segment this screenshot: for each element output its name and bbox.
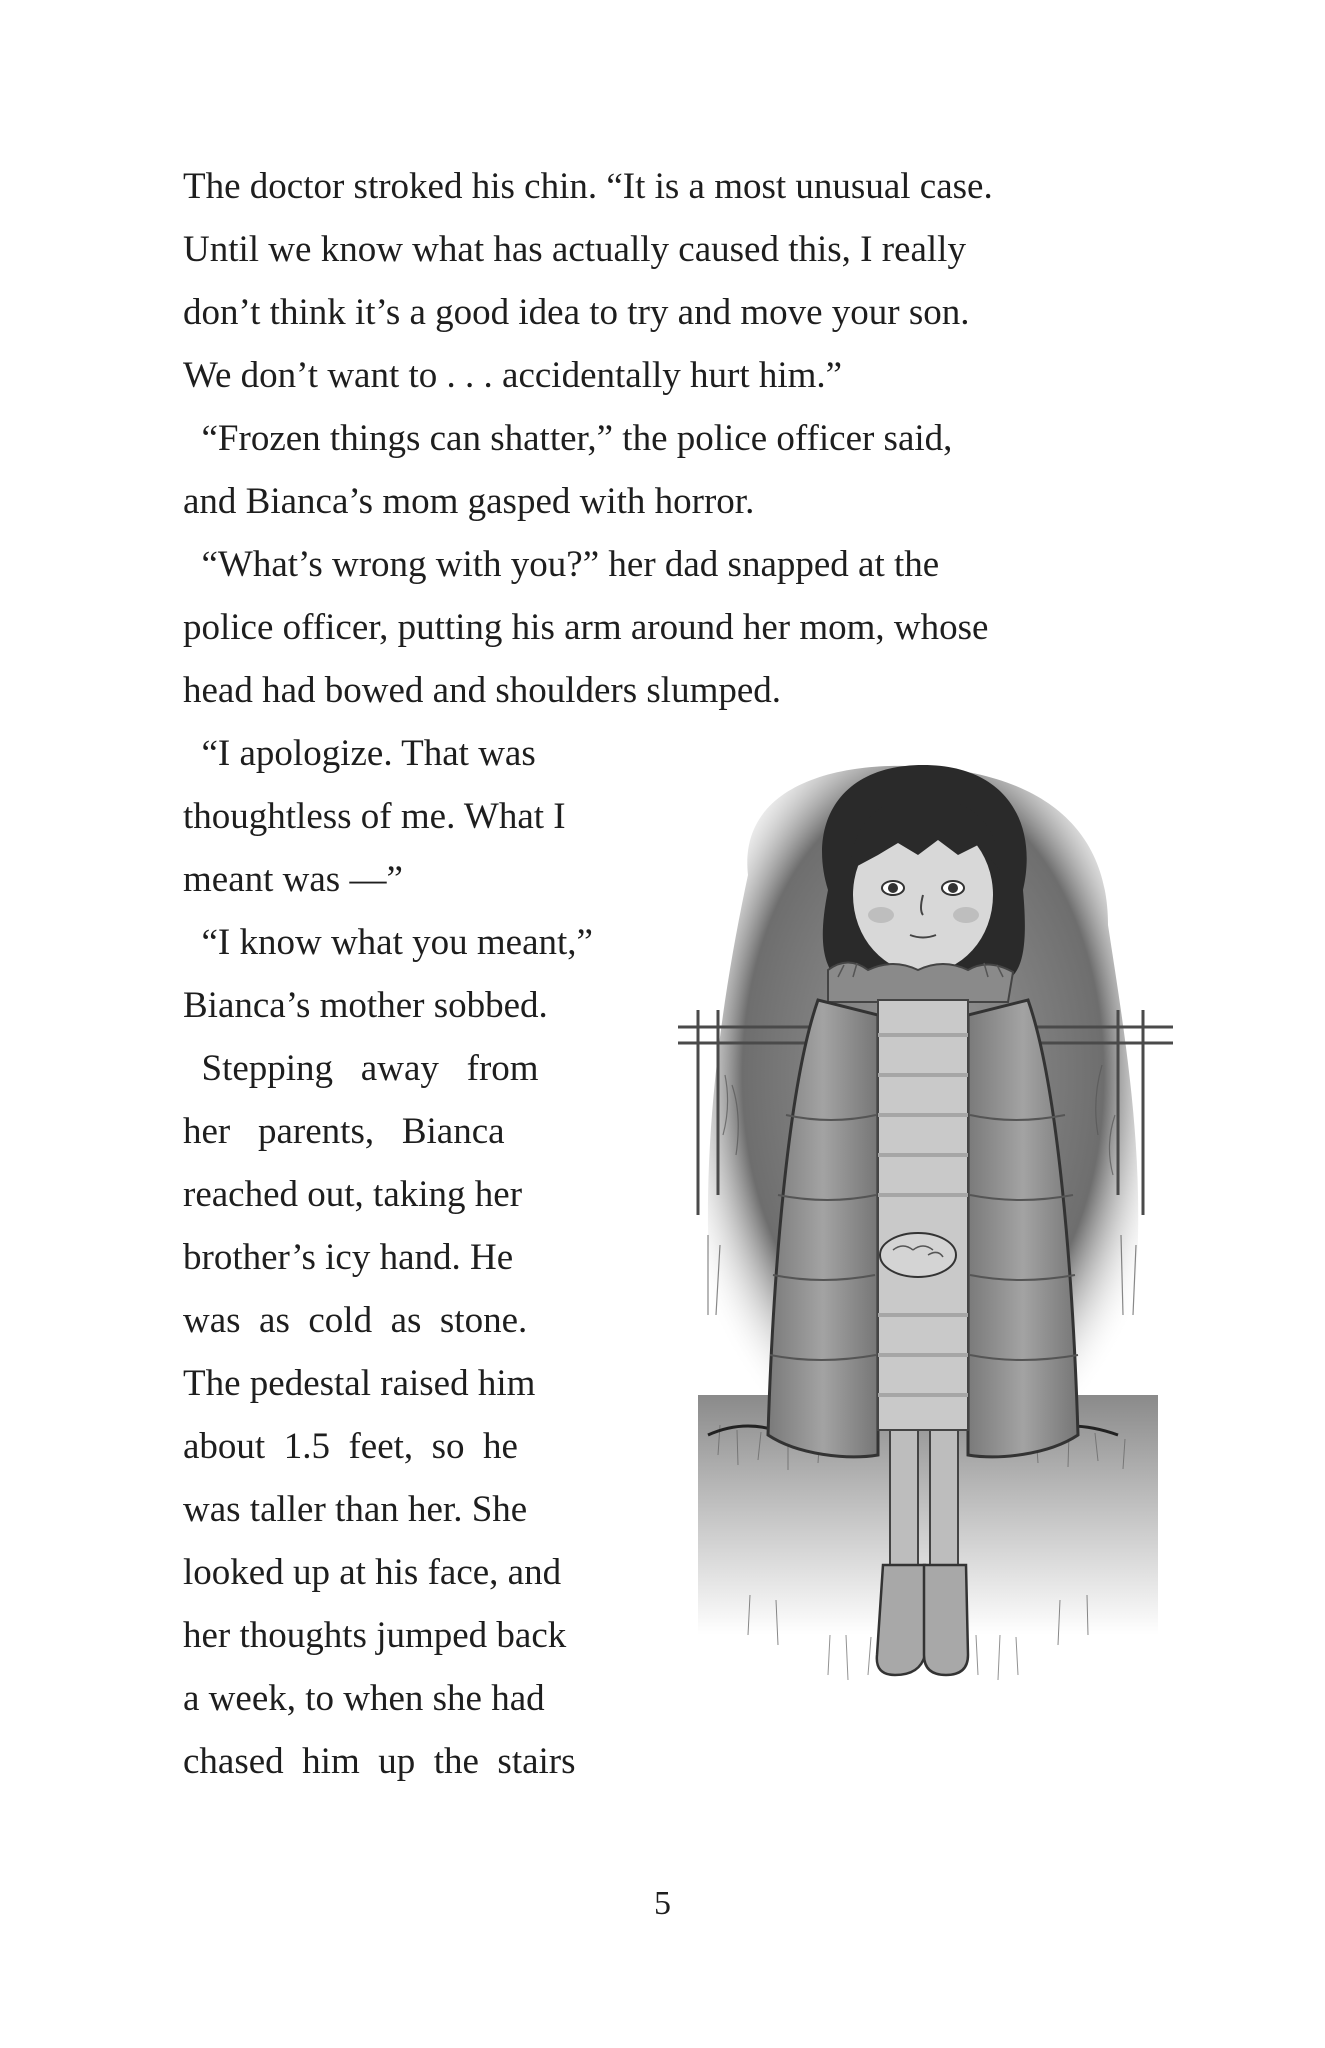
text-line: about 1.5 feet, so he [183,1426,518,1467]
text-line: was taller than her. She [183,1489,528,1530]
text-line: “What’s wrong with you?” her dad snapped at the [183,544,940,585]
text-line: police officer, putting his arm around her mom, whose [183,607,989,648]
text-line: was as cold as stone. [183,1300,528,1341]
text-line: We don’t want to . . . accidentally hurt him.” [183,355,843,396]
text-line: and Bianca’s mom gasped with horror. [183,481,755,522]
text-line: reached out, taking her [183,1174,523,1215]
text-line: looked up at his face, and [183,1552,562,1593]
text-line: thoughtless of me. What I [183,796,566,837]
girl-in-winter-coat-icon [678,755,1173,1880]
text-line: her thoughts jumped back [183,1615,567,1656]
text-line: Until we know what has actually caused this, I really [183,229,966,270]
text-line: brother’s icy hand. He [183,1237,514,1278]
text-line: her parents, Bianca [183,1111,505,1152]
text-line: don’t think it’s a good idea to try and move your son. [183,292,970,333]
text-line: a week, to when she had [183,1678,545,1719]
text-line: chased him up the stairs [183,1741,576,1782]
text-line: The pedestal raised him [183,1363,536,1404]
text-line: Bianca’s mother sobbed. [183,985,548,1026]
text-line: head had bowed and shoulders slumped. [183,670,782,711]
text-line: The doctor stroked his chin. “It is a most unusual case. [183,166,993,207]
text-line: Stepping away from [183,1048,539,1089]
text-line: “I know what you meant,” [183,922,593,963]
text-line: meant was —” [183,859,403,900]
text-line: “Frozen things can shatter,” the police officer said, [183,418,953,459]
text-line: “I apologize. That was [183,733,536,774]
page-number: 5 [654,1885,671,1922]
